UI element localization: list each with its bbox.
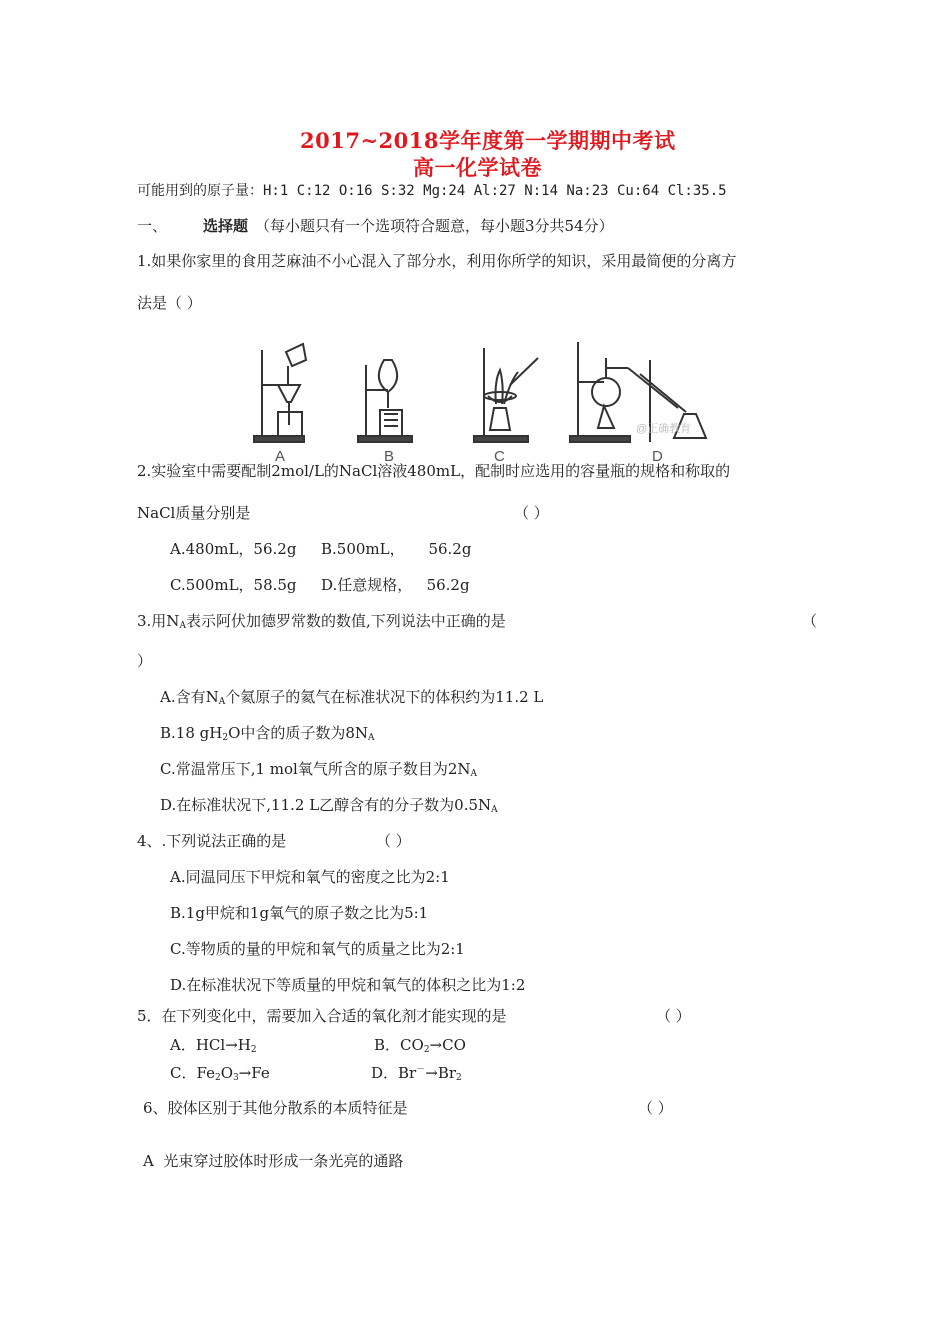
q5-option-b: B．$CO_2\to CO$ bbox=[374, 1036, 466, 1055]
exam-subtitle: 高一化学试卷 bbox=[413, 155, 542, 180]
q2-option-a: A.480mL，56.2g bbox=[170, 540, 297, 558]
q3-option-a: A.含有$N_A$个氦原子的氦气在标准状况下的体积约为11.2 L bbox=[160, 688, 544, 707]
apparatus-figure bbox=[248, 330, 718, 465]
section-number: 一、 bbox=[137, 217, 168, 235]
q1-stem-line1: 1.如果你家里的食用芝麻油不小心混入了部分水，利用你所学的知识，采用最简便的分离方 bbox=[137, 252, 737, 270]
q2-stem-line1: 2.实验室中需要配制2mol/L的NaCl溶液480mL，配制时应选用的容量瓶的规格和称取的 bbox=[137, 462, 731, 480]
q3-paren-close: ） bbox=[137, 652, 153, 670]
apparatus-b-separatory bbox=[358, 360, 412, 442]
q2-option-b: B.500mL， 56.2g bbox=[321, 540, 472, 558]
figure-label-d: D bbox=[652, 448, 663, 465]
q3-stem: 3.用$N_A$表示阿伏加德罗常数的数值,下列说法中正确的是 bbox=[137, 612, 506, 631]
q4-option-c: C.等物质的量的甲烷和氧气的质量之比为2:1 bbox=[170, 940, 465, 958]
q6-stem: 6、胶体区别于其他分散系的本质特征是 bbox=[143, 1099, 408, 1117]
q5-option-d: D．$Br^-\to Br_2$ bbox=[371, 1064, 462, 1083]
q3-option-b: B.18 $gH_2O$中含的质子数为$8N_A$ bbox=[160, 724, 375, 743]
q5-option-a: A．$HCl\to H_2$ bbox=[170, 1036, 257, 1055]
q4-stem: 4、.下列说法正确的是 bbox=[137, 832, 287, 850]
q4-option-d: D.在标准状况下等质量的甲烷和氧气的体积之比为1:2 bbox=[170, 976, 526, 994]
q1-stem-line2: 法是（ ） bbox=[137, 294, 202, 312]
q6-option-a: A 光束穿过胶体时形成一条光亮的通路 bbox=[143, 1152, 404, 1170]
q5-option-c: C．$Fe_2O_3\to Fe$ bbox=[170, 1064, 270, 1083]
apparatus-a-filtration bbox=[254, 344, 306, 442]
atomic-masses-line: 可能用到的原子量：H:1 C:12 O:16 S:32 Mg:24 Al:27 N:14 Na:23 Cu:64 Cl:35.5 bbox=[137, 183, 727, 199]
q2-option-c: C.500mL，58.5g bbox=[170, 576, 297, 594]
section-note: （每小题只有一个选项符合题意，每小题3分共54分） bbox=[255, 217, 614, 235]
q5-stem: 5．在下列变化中，需要加入合适的氧化剂才能实现的是 bbox=[137, 1007, 507, 1025]
q4-answer-paren: （ ） bbox=[376, 832, 411, 850]
figure-label-a: A bbox=[275, 448, 286, 465]
q3-option-c: C.常温常压下,1 mol氧气所含的原子数目为$2N_A$ bbox=[160, 760, 478, 779]
q3-option-d: D.在标准状况下,11.2 L乙醇含有的分子数为$0.5N_A$ bbox=[160, 796, 498, 815]
q2-stem-line2: NaCl质量分别是 bbox=[137, 504, 251, 522]
q4-option-a: A.同温同压下甲烷和氧气的密度之比为2:1 bbox=[170, 868, 450, 886]
apparatus-c-evaporation bbox=[474, 348, 538, 442]
figure-label-c: C bbox=[494, 448, 505, 465]
section-heading: 选择题 bbox=[203, 217, 249, 235]
watermark: @正确教育 bbox=[636, 423, 692, 435]
exam-title: 2017~2018学年度第一学期期中考试 bbox=[300, 128, 676, 153]
apparatus-drawing bbox=[248, 330, 718, 465]
q4-option-b: B.1g甲烷和1g氧气的原子数之比为5:1 bbox=[170, 904, 429, 922]
figure-label-b: B bbox=[384, 448, 395, 465]
q5-answer-paren: （ ） bbox=[656, 1007, 691, 1025]
q2-answer-paren: （ ） bbox=[514, 504, 549, 522]
q3-paren-open: （ bbox=[802, 612, 818, 630]
q6-answer-paren: （ ） bbox=[638, 1099, 673, 1117]
q2-option-d: D.任意规格， 56.2g bbox=[321, 576, 470, 594]
